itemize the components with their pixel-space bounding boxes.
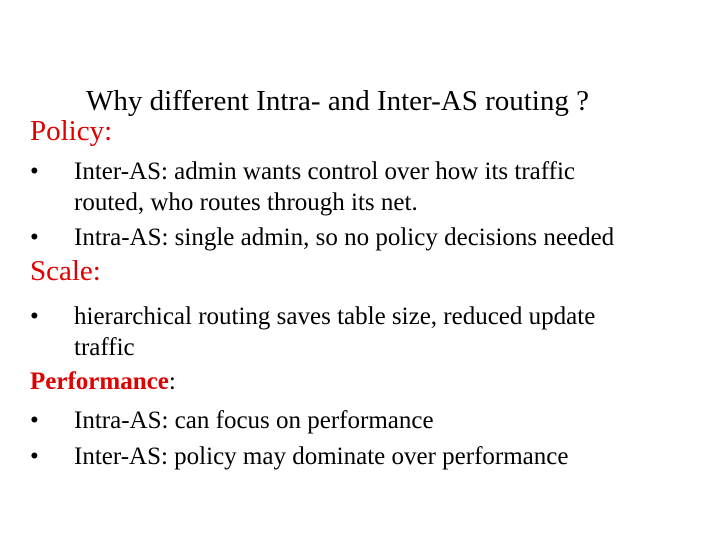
policy-bullet-2	[30, 223, 614, 253]
policy-bullet-2-text: Intra-AS: single admin, so no policy decisions needed	[74, 224, 615, 251]
performance-bullet-2-text: Inter-AS: policy may dominate over performance	[74, 443, 569, 470]
bullet-glyph: •	[30, 443, 39, 470]
scale-bullet-1	[30, 302, 595, 332]
scale-bullet-1-text: hierarchical routing saves table size, reduced update	[74, 303, 596, 330]
slide-title: Why different Intra- and Inter-AS routing ?	[86, 85, 589, 117]
policy-heading: Policy:	[30, 115, 113, 147]
policy-bullet-1-continuation: routed, who routes through its net.	[74, 189, 418, 216]
scale-bullet-1-continuation: traffic	[74, 334, 135, 361]
policy-bullet-1-text: Inter-AS: admin wants control over how its traffic	[74, 158, 576, 185]
bullet-glyph: •	[30, 303, 39, 330]
performance-bullet-1	[30, 406, 434, 436]
policy-bullet-1	[30, 157, 575, 187]
performance-bullet-2	[30, 442, 568, 472]
performance-heading	[30, 367, 176, 397]
bullet-glyph: •	[30, 224, 39, 251]
scale-heading: Scale:	[30, 255, 101, 287]
performance-heading-colon: :	[168, 368, 176, 395]
performance-bullet-1-text: Intra-AS: can focus on performance	[74, 407, 434, 434]
bullet-glyph: •	[30, 158, 39, 185]
bullet-glyph: •	[30, 407, 39, 434]
performance-heading-label: Performance	[30, 368, 169, 395]
